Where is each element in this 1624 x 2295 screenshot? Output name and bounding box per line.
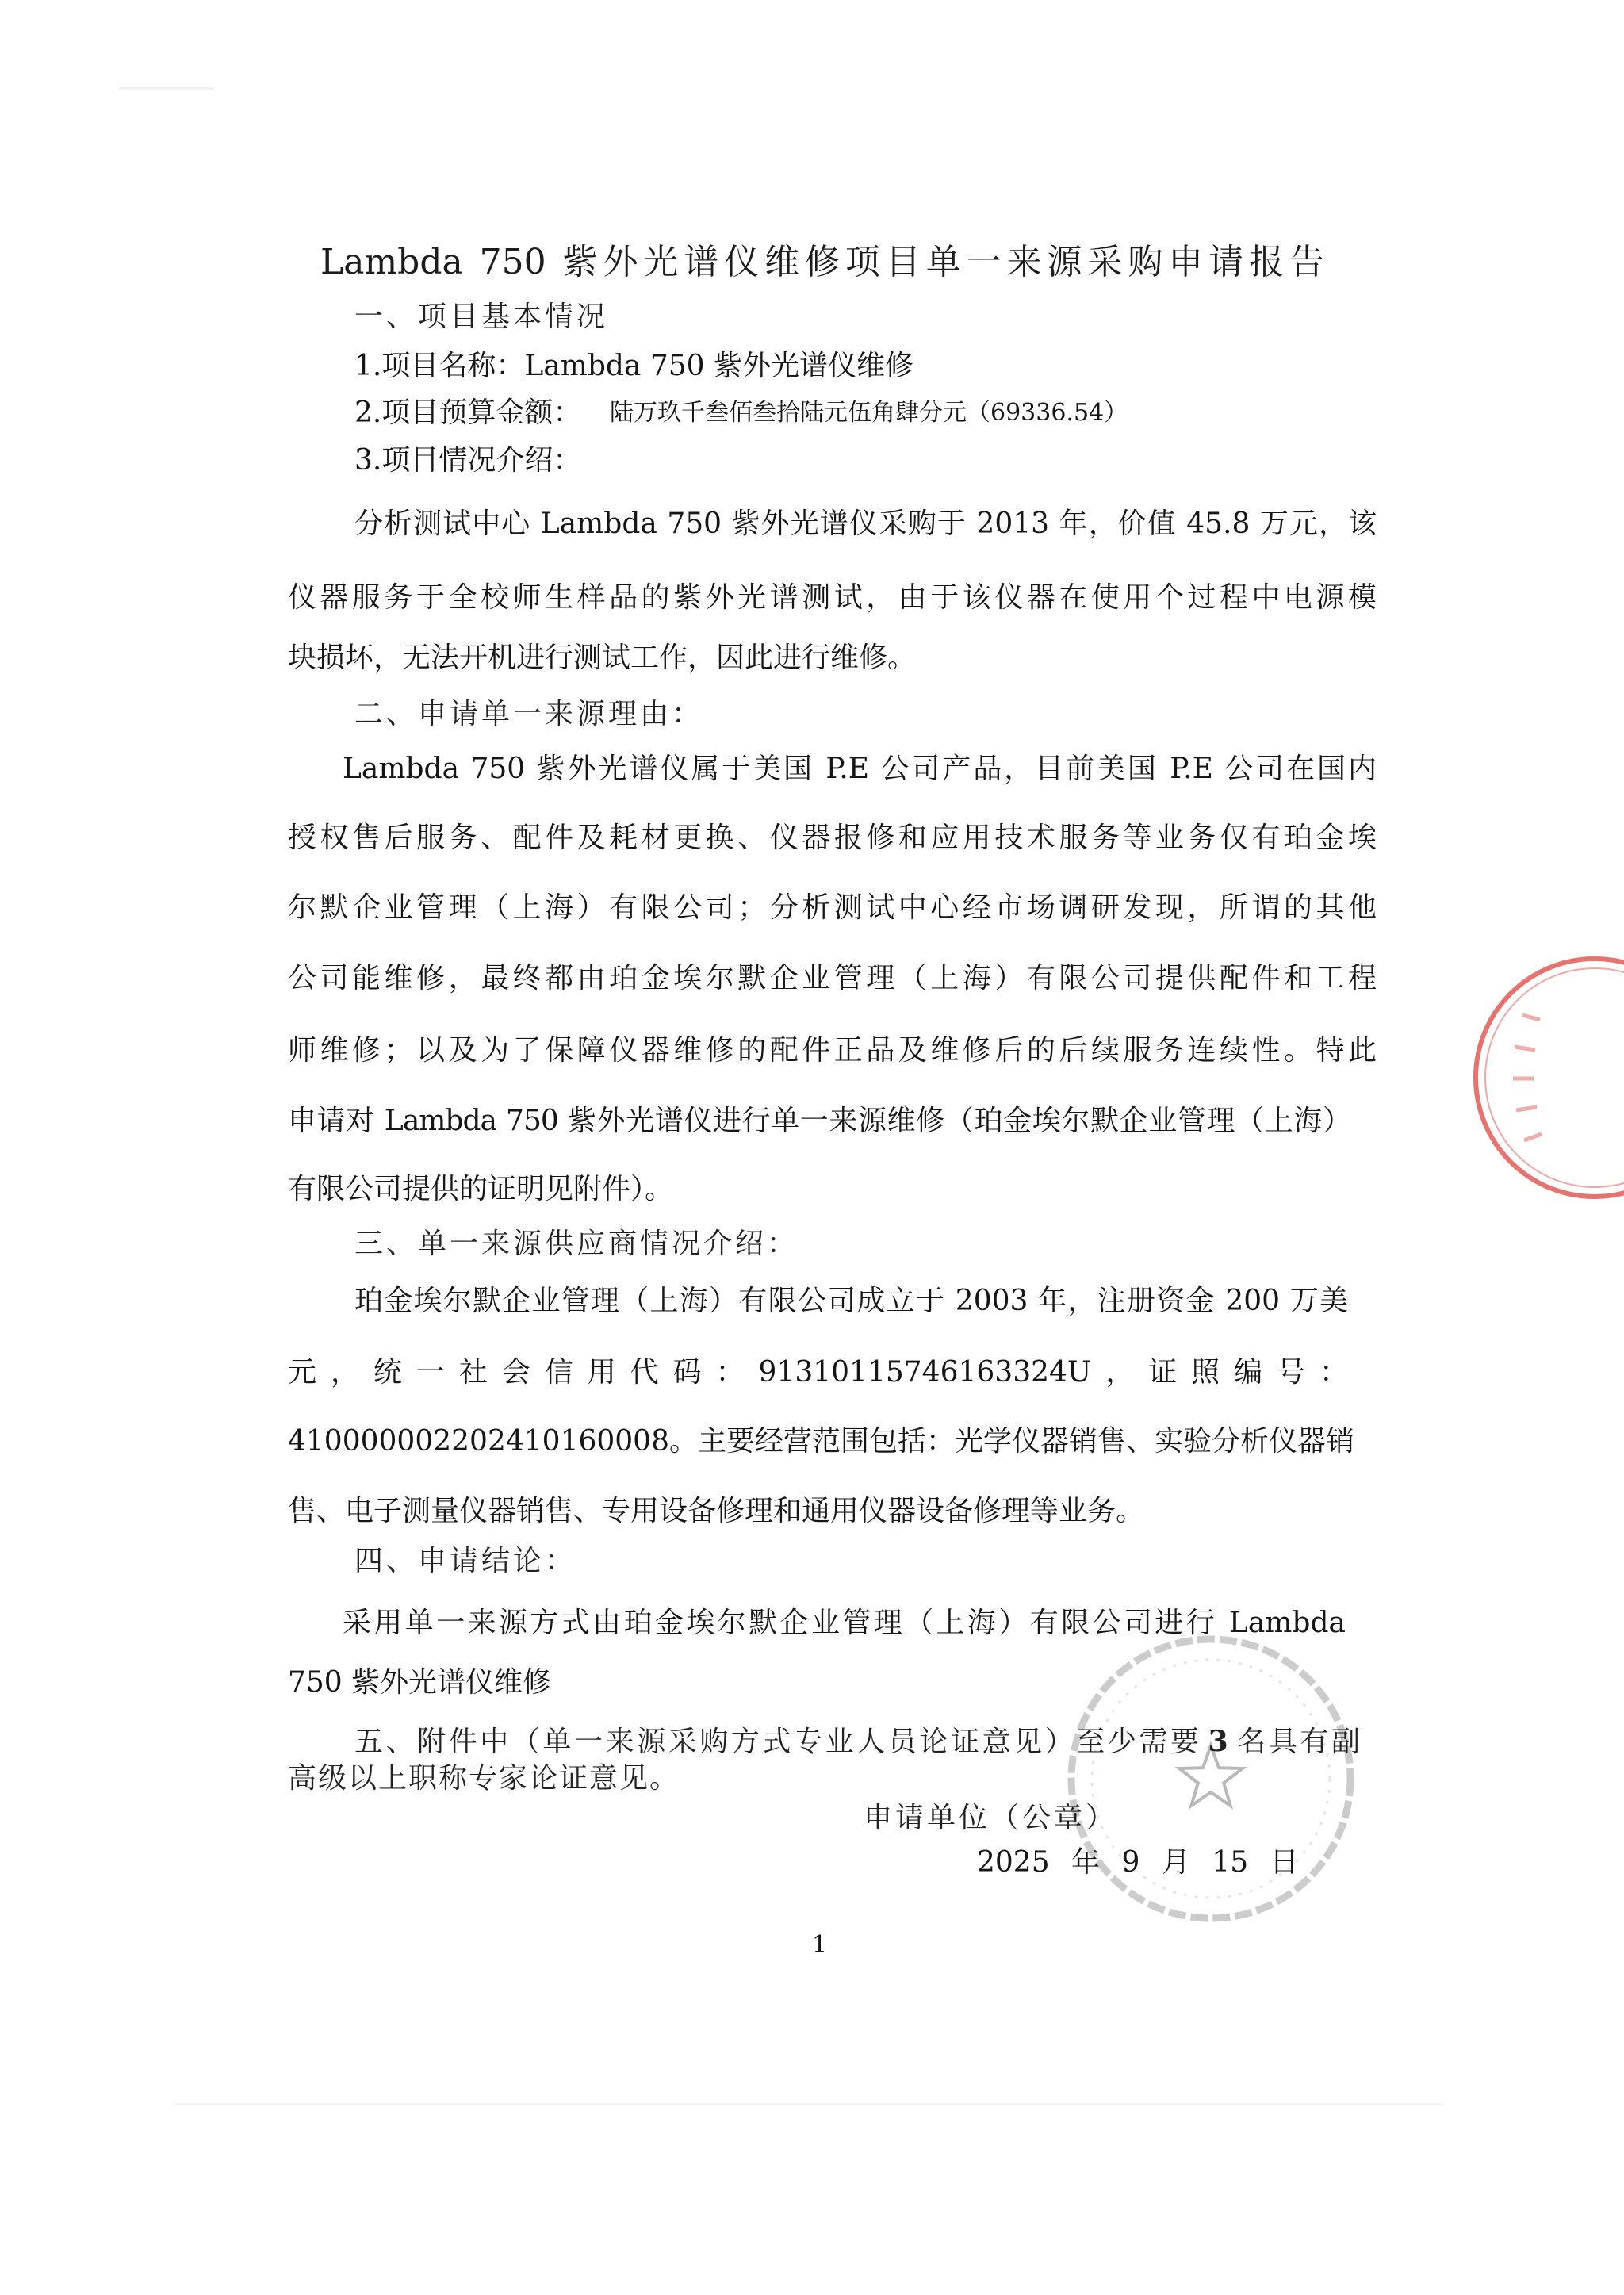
page-number: 1	[812, 1931, 828, 1959]
section2-paragraph-line: 有限公司提供的证明见附件）。	[288, 1173, 674, 1205]
section3-heading: 三、单一来源供应商情况介绍：	[354, 1228, 799, 1260]
section1-heading: 一、项目基本情况	[354, 301, 609, 333]
section3-paragraph-line: 410000002202410160008。主要经营范围包括：光学仪器销售、实验分析仪器销	[288, 1425, 1354, 1458]
section1-paragraph-line: 仪器服务于全校师生样品的紫外光谱测试，由于该仪器在使用个过程中电源模	[288, 581, 1377, 614]
red-seal-icon	[1467, 944, 1624, 1213]
section2-heading: 二、申请单一来源理由：	[354, 698, 704, 730]
section3-paragraph-line: 珀金埃尔默企业管理（上海）有限公司成立于 2003 年，注册资金 200 万美	[354, 1285, 1348, 1317]
section2-paragraph-line: Lambda 750 紫外光谱仪属于美国 P.E 公司产品，目前美国 P.E 公司在国内	[343, 753, 1377, 785]
project-intro-label: 3.项目情况介绍：	[354, 444, 582, 477]
section5-text-after: 名具有副	[1235, 1726, 1362, 1758]
section4-paragraph-line: 750 紫外光谱仪维修	[288, 1666, 552, 1699]
section2-paragraph-line: 公司能维修，最终都由珀金埃尔默企业管理（上海）有限公司提供配件和工程	[288, 962, 1377, 994]
section2-paragraph-line: 师维修；以及为了保障仪器维修的配件正品及维修后的后续服务连续性。特此	[288, 1034, 1377, 1067]
section5-line: 高级以上职称专家论证意见。	[288, 1762, 680, 1795]
official-seal-icon	[1063, 1630, 1360, 1928]
document-title: Lambda 750 紫外光谱仪维修项目单一来源采购申请报告	[320, 242, 1324, 282]
project-budget-value: 陆万玖千叁佰叁拾陆元伍角肆分元（69336.54）	[610, 399, 1128, 427]
section4-heading: 四、申请结论：	[354, 1545, 577, 1577]
section2-paragraph-line: 授权售后服务、配件及耗材更换、仪器报修和应用技术服务等业务仅有珀金埃	[288, 822, 1377, 854]
section5-text-before: 五、附件中（单一来源采购方式专业人员论证意见）至少需要	[354, 1726, 1202, 1758]
section2-paragraph-line: 尔默企业管理（上海）有限公司；分析测试中心经市场调研发现，所谓的其他	[288, 891, 1377, 924]
applicant-unit-seal-label: 申请单位（公章）	[864, 1802, 1118, 1834]
signature-date: 2025 年 9 月 15 日	[977, 1846, 1299, 1879]
expert-count: 3	[1208, 1725, 1230, 1758]
project-name-item: 1.项目名称：Lambda 750 紫外光谱仪维修	[354, 350, 914, 382]
scan-artifact-bottom	[174, 2103, 1443, 2105]
project-budget-label: 2.项目预算金额：	[354, 397, 582, 429]
section1-paragraph-line: 块损坏，无法开机进行测试工作，因此进行维修。	[288, 642, 917, 674]
section1-paragraph-line: 分析测试中心 Lambda 750 紫外光谱仪采购于 2013 年，价值 45.8 万元，该	[354, 508, 1377, 540]
section3-paragraph-line: 元，统一社会信用代码：91310115746163324U，证照编号：	[288, 1356, 1348, 1389]
section2-paragraph-line: 申请对 Lambda 750 紫外光谱仪进行单一来源维修（珀金埃尔默企业管理（上海）	[288, 1105, 1350, 1137]
scan-artifact-top	[119, 87, 214, 90]
section3-paragraph-line: 售、电子测量仪器销售、专用设备修理和通用仪器设备修理等业务。	[288, 1495, 1145, 1527]
section4-paragraph-line: 采用单一来源方式由珀金埃尔默企业管理（上海）有限公司进行 Lambda	[343, 1607, 1346, 1639]
